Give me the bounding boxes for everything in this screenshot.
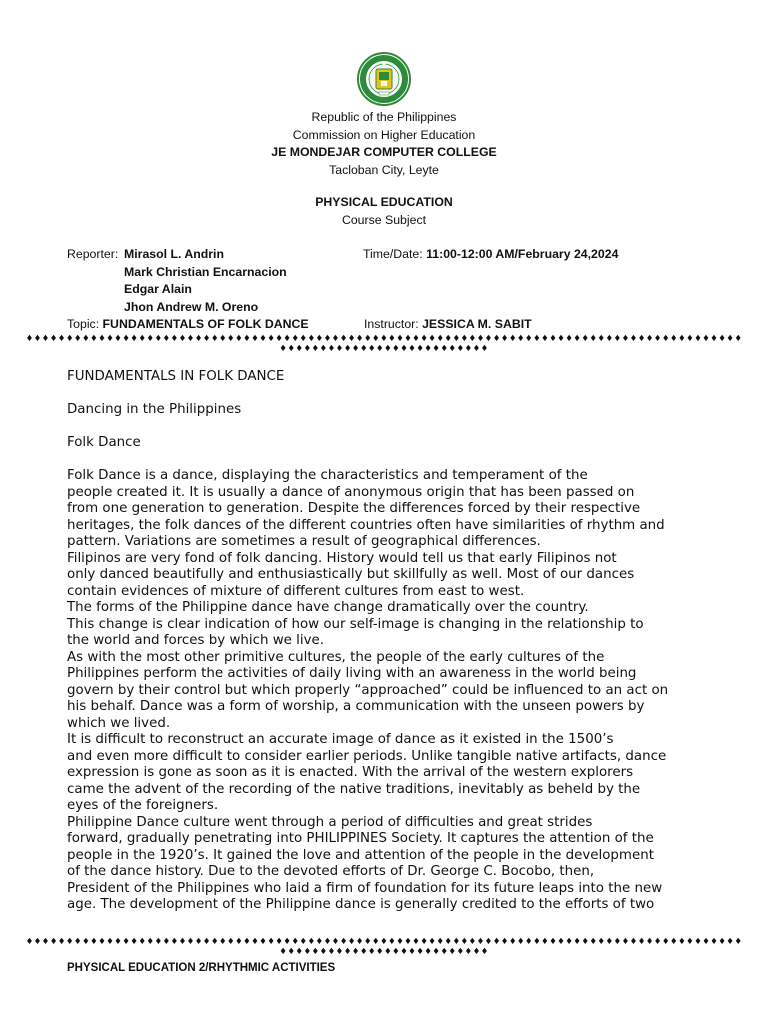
- body-line: pattern. Variations are sometimes a result of geographical differences.: [67, 534, 541, 549]
- body-line: which we lived.: [67, 715, 171, 731]
- content-heading-main: FUNDAMENTALS IN FOLK DANCE: [67, 369, 285, 384]
- topic-label: Topic:: [67, 317, 100, 331]
- body-line: Philippine Dance culture went through a period of difficulties and great strides: [67, 814, 593, 830]
- divider-row: ♦♦♦♦♦♦♦♦♦♦♦♦♦♦♦♦♦♦♦♦♦♦♦♦♦♦: [279, 344, 489, 354]
- body-line: Folk Dance is a dance, displaying the characteristics and temperament of the: [67, 468, 588, 483]
- body-line: govern by their control but which properly “approached” could be influenced to an act on: [67, 682, 669, 698]
- subject-title: PHYSICAL EDUCATION: [315, 195, 453, 209]
- body-line: people in the 1920’s. It gained the love and attention of the people in the development: [67, 847, 654, 863]
- instructor-value: JESSICA M. SABIT: [422, 317, 532, 331]
- body-line: As with the most other primitive cultures, the people of the early cultures of the: [67, 649, 605, 665]
- body-line: contain evidences of mixture of different cultures from east to west.: [67, 583, 525, 599]
- divider-row: ♦♦♦♦♦♦♦♦♦♦♦♦♦♦♦♦♦♦♦♦♦♦♦♦♦♦♦♦♦♦♦♦♦♦♦♦♦♦♦♦♦♦♦♦♦♦♦♦♦♦♦♦♦♦♦♦♦♦♦♦♦♦♦♦♦♦♦♦♦♦♦♦♦♦♦♦♦♦♦♦♦♦♦♦♦♦♦♦♦: [25, 937, 743, 947]
- topic: [67, 316, 309, 334]
- time-date: [363, 246, 618, 264]
- subject-subtitle: Course Subject: [341, 212, 427, 227]
- header-city: Tacloban City, Leyte: [329, 162, 439, 177]
- reporter-name: Jhon Andrew M. Oreno: [124, 299, 259, 314]
- reporter-list: [124, 246, 287, 316]
- body-line: expression is gone as soon as it is enacted. With the arrival of the western explorers: [67, 765, 634, 780]
- content-heading-dancing: Dancing in the Philippines: [67, 402, 242, 417]
- subject-block: [0, 194, 768, 229]
- reporter-name: Mirasol L. Andrin: [124, 247, 224, 261]
- content-body: [67, 468, 707, 914]
- body-line: of the dance history. Due to the devoted efforts of Dr. George C. Bocobo, then,: [67, 864, 595, 879]
- body-line: heritages, the folk dances of the different countries often have similarities of rhythm and: [67, 517, 665, 533]
- college-seal-icon: [357, 52, 411, 106]
- time-date-label: Time/Date:: [363, 247, 423, 261]
- header-republic: Republic of the Philippines: [311, 110, 457, 124]
- content-heading-folk-dance: Folk Dance: [67, 435, 141, 450]
- body-line: and even more difficult to consider earlier periods. Unlike tangible native artifacts, dance: [67, 748, 667, 764]
- bottom-divider: [0, 937, 768, 957]
- topic-value: FUNDAMENTALS OF FOLK DANCE: [102, 317, 309, 331]
- body-line: his behalf. Dance was a form of worship, a communication with the unseen powers by: [67, 699, 645, 714]
- body-line: only danced beautifully and enthusiastically but skillfully as well. Most of our dances: [67, 567, 635, 582]
- divider-row: ♦♦♦♦♦♦♦♦♦♦♦♦♦♦♦♦♦♦♦♦♦♦♦♦♦♦♦♦♦♦♦♦♦♦♦♦♦♦♦♦♦♦♦♦♦♦♦♦♦♦♦♦♦♦♦♦♦♦♦♦♦♦♦♦♦♦♦♦♦♦♦♦♦♦♦♦♦♦♦♦♦♦♦♦♦♦♦♦♦: [25, 334, 743, 344]
- body-line: The forms of the Philippine dance have change dramatically over the country.: [67, 600, 589, 615]
- instructor-label: Instructor:: [364, 317, 419, 331]
- body-line: age. The development of the Philippine dance is generally credited to the efforts of two: [67, 897, 655, 912]
- body-line: Philippines perform the activities of daily living with an awareness in the world being: [67, 666, 637, 681]
- top-divider: [0, 334, 768, 354]
- body-line: This change is clear indication of how our self-image is changing in the relationship to: [67, 616, 644, 632]
- body-line: forward, gradually penetrating into PHILIPPINES Society. It captures the attention of the: [67, 831, 654, 846]
- body-line: from one generation to generation. Despite the differences forced by their respective: [67, 501, 641, 516]
- body-line: the world and forces by which we live.: [67, 633, 325, 648]
- instructor: [364, 316, 532, 334]
- page-footer: PHYSICAL EDUCATION 2/RHYTHMIC ACTIVITIES: [67, 962, 336, 974]
- divider-row: ♦♦♦♦♦♦♦♦♦♦♦♦♦♦♦♦♦♦♦♦♦♦♦♦♦♦: [279, 947, 489, 957]
- body-line: President of the Philippines who laid a firm of foundation for its future leaps into the new: [67, 880, 663, 896]
- time-date-value: 11:00-12:00 AM/February 24,2024: [426, 247, 619, 261]
- body-line: people created it. It is usually a dance of anonymous origin that has been passed on: [67, 484, 635, 500]
- body-line: eyes of the foreigners.: [67, 798, 219, 813]
- reporter-name: Edgar Alain: [124, 282, 192, 296]
- document-header: [0, 109, 768, 179]
- header-college-name: JE MONDEJAR COMPUTER COLLEGE: [271, 145, 497, 159]
- body-line: It is difficult to reconstruct an accurate image of dance as it existed in the 1500’s: [67, 732, 614, 747]
- reporter-name: Mark Christian Encarnacion: [124, 264, 287, 279]
- header-commission: Commission on Higher Education: [292, 127, 476, 142]
- body-line: Filipinos are very fond of folk dancing. History would tell us that early Filipinos not: [67, 550, 617, 566]
- body-line: came the advent of the recording of the native traditions, inevitably as beheld by the: [67, 781, 641, 797]
- reporter-label: Reporter:: [67, 247, 119, 261]
